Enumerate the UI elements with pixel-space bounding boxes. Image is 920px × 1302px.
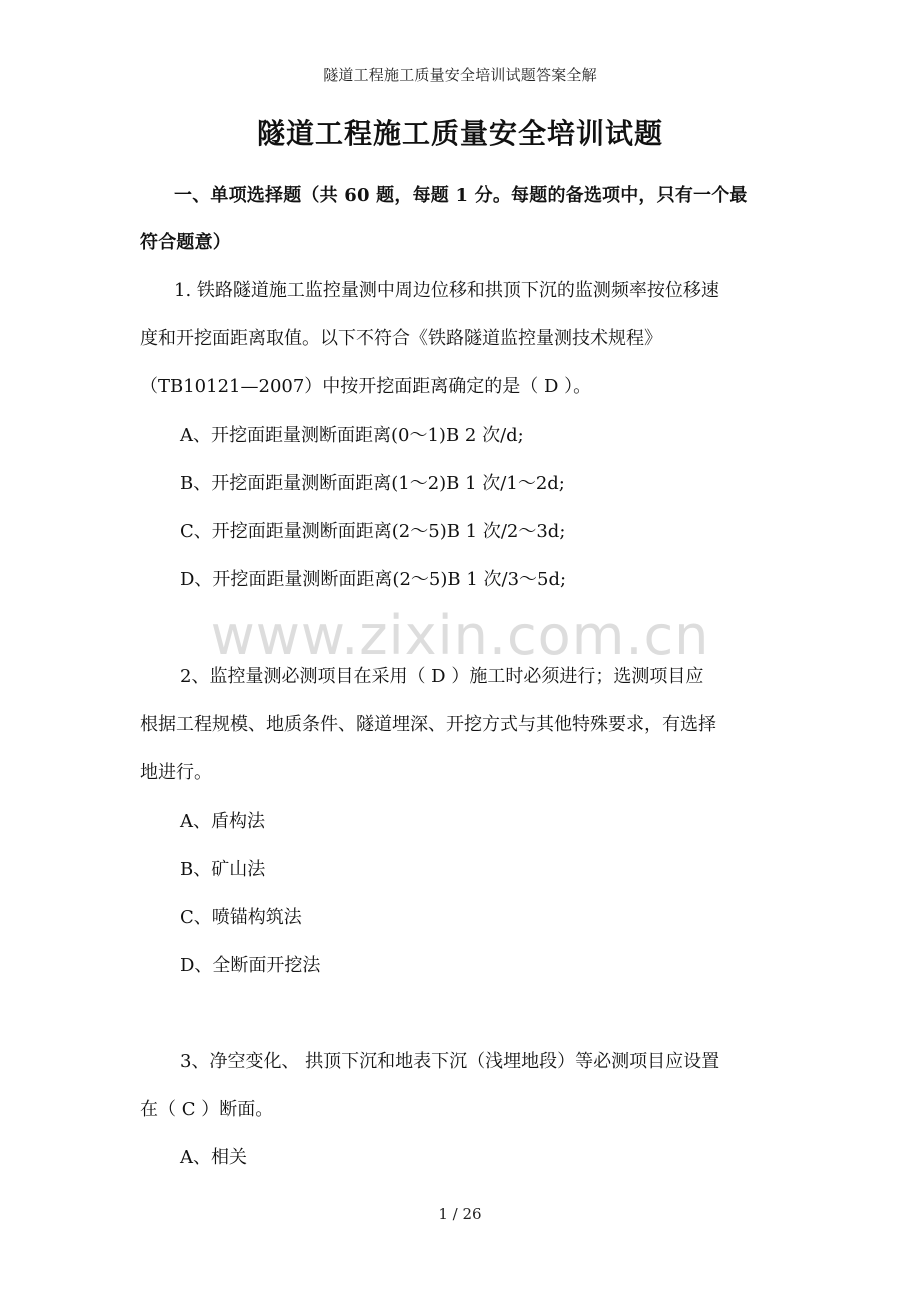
question-3-line-2: 在（ C ）断面。: [140, 1099, 274, 1120]
question-2-line-2: 根据工程规模、地质条件、隧道埋深、开挖方式与其他特殊要求，有选择: [140, 714, 716, 735]
question-1-option-c: C、开挖面距量测断面距离(2～5)B 1 次/2～3d;: [180, 521, 566, 542]
question-1-line-2: 度和开挖面距离取值。以下不符合《铁路隧道监控量测技术规程》: [140, 328, 662, 349]
question-2-option-a: A、盾构法: [180, 811, 265, 832]
section-heading-line-1: 一、单项选择题（共 60 题，每题 1 分。每题的备选项中，只有一个最: [174, 185, 748, 206]
question-2-line-1: 2、监控量测必测项目在采用（ D ）施工时必须进行；选测项目应: [180, 666, 704, 687]
question-2-option-d: D、全断面开挖法: [180, 955, 321, 976]
question-1-option-d: D、开挖面距量测断面距离(2～5)B 1 次/3～5d;: [180, 569, 567, 590]
question-1-option-a: A、开挖面距量测断面距离(0～1)B 2 次/d;: [180, 425, 524, 446]
page-number: 1 / 26: [438, 1205, 482, 1223]
question-3-line-1: 3、净空变化、 拱顶下沉和地表下沉（浅埋地段）等必测项目应设置: [180, 1051, 720, 1072]
question-2-option-c: C、喷锚构筑法: [180, 907, 302, 928]
section-heading-line-2: 符合题意）: [140, 232, 231, 253]
question-2-option-b: B、矿山法: [180, 859, 266, 880]
watermark: www.zixin.com.cn: [210, 604, 710, 667]
question-1-line-1: 1. 铁路隧道施工监控量测中周边位移和拱顶下沉的监测频率按位移速: [174, 280, 719, 301]
question-1-line-3: （TB10121—2007）中按开挖面距离确定的是（ D ）。: [140, 376, 592, 397]
question-2-line-3: 地进行。: [140, 762, 212, 783]
running-header: 隧道工程施工质量安全培训试题答案全解: [323, 66, 597, 84]
document-title: 隧道工程施工质量安全培训试题: [256, 117, 663, 150]
question-1-option-b: B、开挖面距量测断面距离(1～2)B 1 次/1～2d;: [180, 473, 565, 494]
question-3-option-a: A、相关: [180, 1147, 247, 1168]
